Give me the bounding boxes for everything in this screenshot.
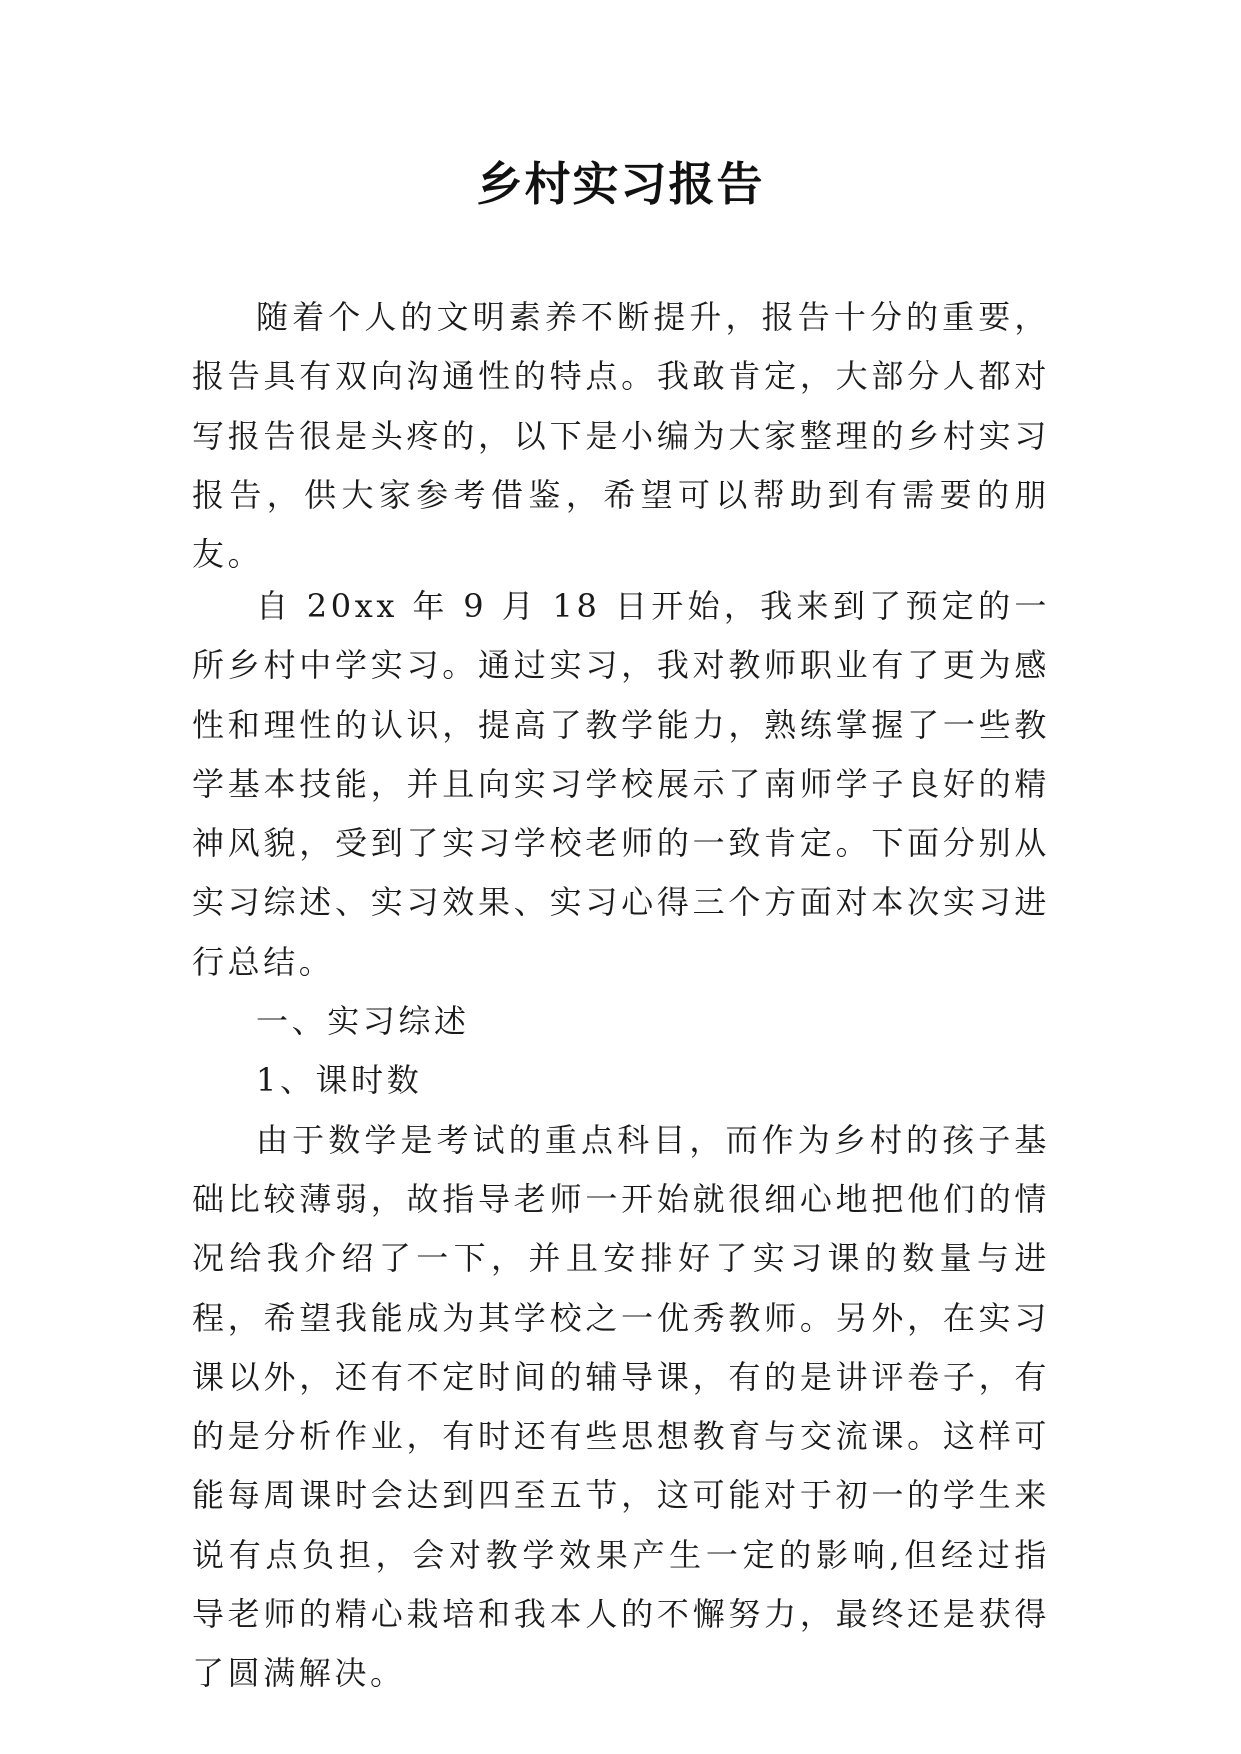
section-heading: 一、实习综述 bbox=[256, 1002, 470, 1041]
intro-paragraph: 随着个人的文明素养不断提升，报告十分的重要，报告具有双向沟通性的特点。我敢肯定，大部分人都对写报告很是头疼的，以下是小编为大家整理的乡村实习报告，供大家参考借鉴，希望可以帮助到有需要的朋友。 bbox=[192, 298, 1050, 574]
body-paragraph: 由于数学是考试的重点科目，而作为乡村的孩子基础比较薄弱，故指导老师一开始就很细心地把他们的情况给我介绍了一下，并且安排好了实习课的数量与进程，希望我能成为其学校之一优秀教师。另外，在实习课以外，还有不定时间的辅导课，有的是讲评卷子，有的是分析作业，有时还有些思想教育与交流课。这样可能每周课时会达到四至五节，这可能对于初一的学生来说有点负担，会对教学效果产生一定的影响,但经过指导老师的精心栽培和我本人的不懈努力，最终还是获得了圆满解决。 bbox=[192, 1120, 1050, 1693]
document-title: 乡村实习报告 bbox=[476, 157, 765, 211]
intro-block bbox=[192, 288, 1050, 584]
body-paragraph: 自 20xx 年 9 月 18 日开始，我来到了预定的一所乡村中学实习。通过实习，我对教师职业有了更为感性和理性的认识，提高了教学能力，熟练掌握了一些教学基本技能，并且向实习学校展示了南师学子良好的精神风貌，受到了实习学校老师的一致肯定。下面分别从实习综述、实习效果、实习心得三个方面对本次实习进行总结。 bbox=[192, 587, 1050, 981]
main-body bbox=[192, 577, 1050, 1704]
subsection-heading: 1、课时数 bbox=[256, 1061, 423, 1100]
